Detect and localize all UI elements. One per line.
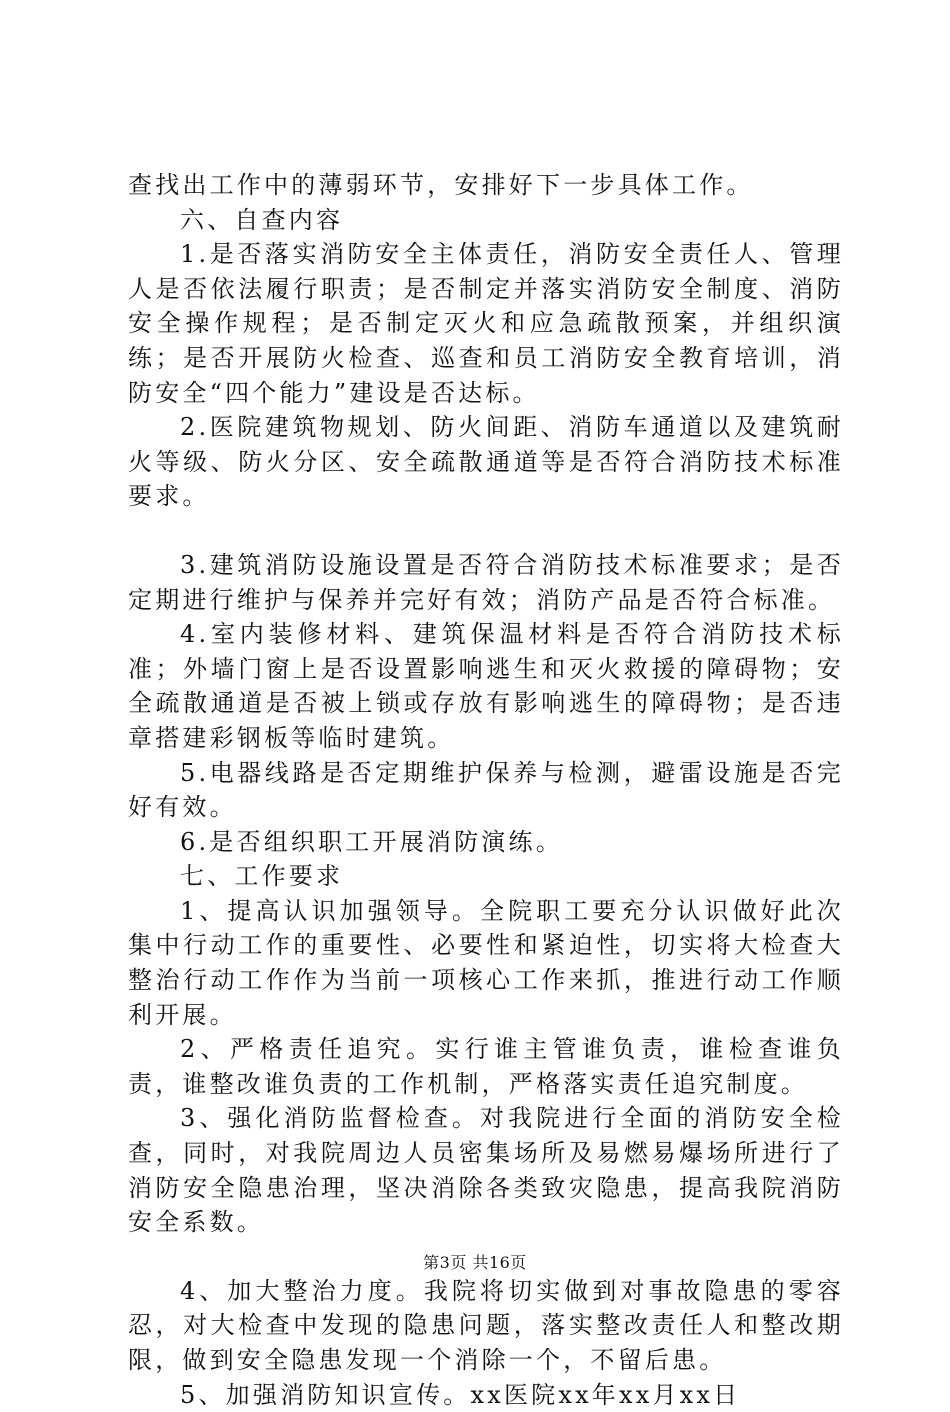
- paragraph: 2.医院建筑物规划、防火间距、消防车通道以及建筑耐火等级、防火分区、安全疏散通道等是否符合消防技术标准要求。: [128, 413, 844, 511]
- paragraph-gap: [128, 514, 844, 548]
- section-heading: 六、自查内容: [180, 205, 344, 234]
- paragraph: 2、严格责任追究。实行谁主管谁负责，谁检查谁负责，谁整改谁负责的工作机制，严格落实责任追究制度。: [128, 1035, 844, 1098]
- paragraph: 5、加强消防知识宣传。xx医院xx年xx月xx日: [180, 1380, 741, 1409]
- paragraph: 4.室内装修材料、建筑保温材料是否符合消防技术标准；外墙门窗上是否设置影响逃生和灭火救援的障碍物；安全疏散通道是否被上锁或存放有影响逃生的障碍物；是否违章搭建彩钢板等临时建筑。: [128, 620, 844, 752]
- paragraph: 4、加大整治力度。我院将切实做到对事故隐患的零容忍，对大检查中发现的隐患问题，落实整改责任人和整改期限，做到安全隐患发现一个消除一个，不留后患。: [128, 1276, 844, 1374]
- section-heading: 七、工作要求: [180, 862, 344, 891]
- page-number-footer: 第3页 共16页: [423, 1253, 527, 1272]
- document-body: [128, 168, 844, 1412]
- paragraph: 5.电器线路是否定期维护保养与检测，避雷设施是否完好有效。: [128, 758, 844, 822]
- paragraph: 3.建筑消防设施设置是否符合消防技术标准要求；是否定期进行维护与保养并完好有效；消防产品是否符合标准。: [128, 550, 844, 614]
- paragraph: 6.是否组织职工开展消防演练。: [180, 827, 563, 856]
- paragraph: 1.是否落实消防安全主体责任，消防安全责任人、管理人是否依法履行职责；是否制定并落实消防安全制度、消防安全操作规程；是否制定灭火和应急疏散预案，并组织演练；是否开展防火检查、巡查和员工消防安全教育培训，消防安全“四个能力”建设是否达标。: [128, 240, 844, 407]
- paragraph: 查找出工作中的薄弱环节，安排好下一步具体工作。: [128, 171, 754, 199]
- paragraph: 1、提高认识加强领导。全院职工要充分认识做好此次集中行动工作的重要性、必要性和紧迫性，切实将大检查大整治行动工作作为当前一项核心工作来抓，推进行动工作顺利开展。: [128, 896, 844, 1029]
- paragraph: 3、强化消防监督检查。对我院进行全面的消防安全检查，同时，对我院周边人员密集场所及易燃易爆场所进行了消防安全隐患治理，坚决消除各类致灾隐患，提高我院消防安全系数。: [128, 1104, 844, 1237]
